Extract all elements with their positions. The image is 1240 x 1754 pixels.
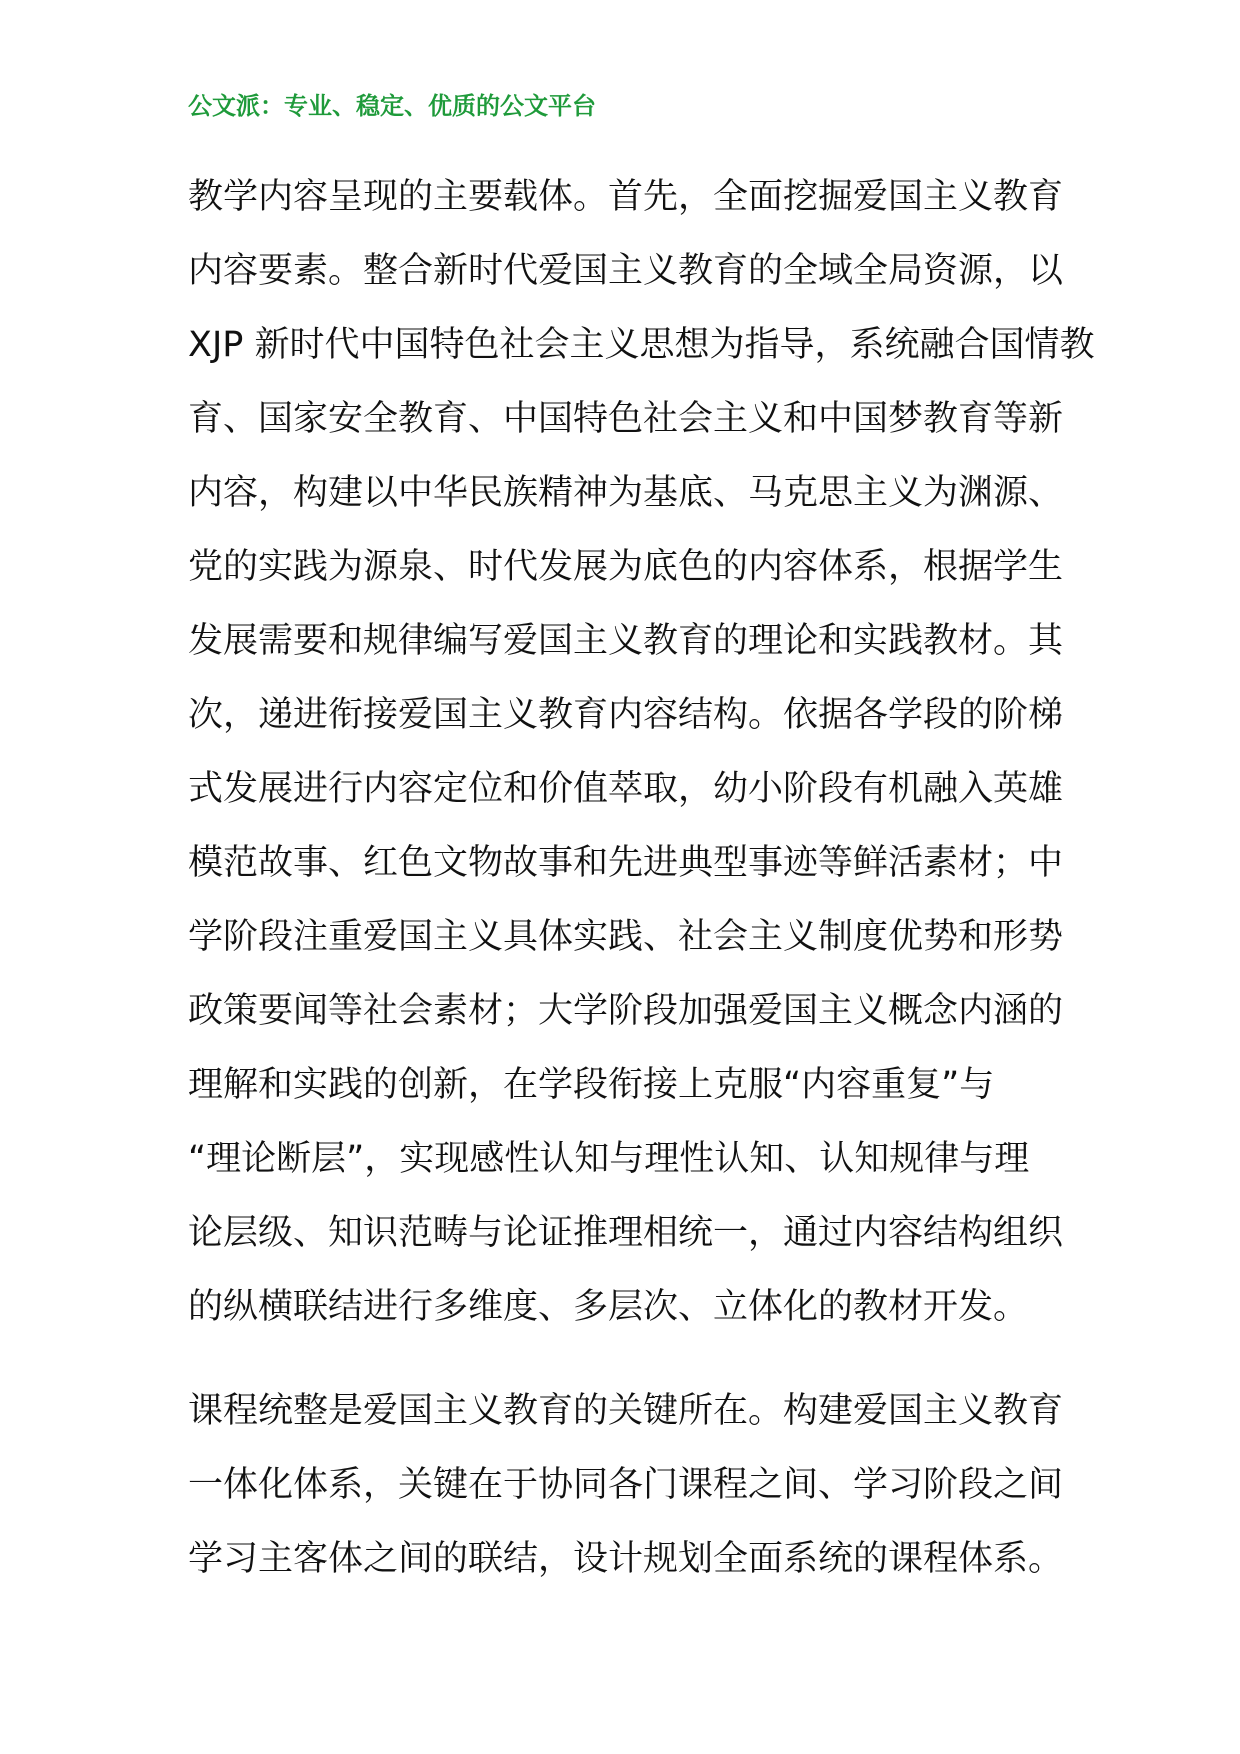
paragraph-2 bbox=[188, 1374, 1063, 1596]
text-line: 理解和实践的创新，在学段衔接上克服“内容重复”与 bbox=[188, 1065, 995, 1105]
text-line: 内容要素。整合新时代爱国主义教育的全域全局资源，以 bbox=[188, 251, 1064, 291]
text-line: XJP 新时代中国特色社会主义思想为指导，系统融合国情教 bbox=[188, 325, 1095, 365]
text-line: 课程统整是爱国主义教育的关键所在。构建爱国主义教育 bbox=[188, 1391, 1064, 1431]
text-line: 模范故事、红色文物故事和先进典型事迹等鲜活素材；中 bbox=[188, 843, 1064, 883]
text-line: “理论断层”，实现感性认知与理性认知、认知规律与理 bbox=[188, 1139, 1030, 1179]
text-line: 一体化体系，关键在于协同各门课程之间、学习阶段之间 bbox=[188, 1465, 1064, 1505]
text-line: 次，递进衔接爱国主义教育内容结构。依据各学段的阶梯 bbox=[188, 695, 1064, 735]
text-line: 教学内容呈现的主要载体。首先，全面挖掘爱国主义教育 bbox=[188, 177, 1064, 217]
text-line: 式发展进行内容定位和价值萃取，幼小阶段有机融入英雄 bbox=[188, 769, 1064, 809]
text-line: 内容，构建以中华民族精神为基底、马克思主义为渊源、 bbox=[188, 473, 1064, 513]
text-line: 党的实践为源泉、时代发展为底色的内容体系，根据学生 bbox=[188, 547, 1064, 587]
header-banner: 公文派：专业、稳定、优质的公文平台 bbox=[188, 91, 596, 120]
paragraph-1 bbox=[188, 160, 1095, 1344]
text-line: 学阶段注重爱国主义具体实践、社会主义制度优势和形势 bbox=[188, 917, 1064, 957]
text-line: 论层级、知识范畴与论证推理相统一，通过内容结构组织 bbox=[188, 1213, 1064, 1253]
text-line: 学习主客体之间的联结，设计规划全面系统的课程体系。 bbox=[188, 1539, 1064, 1579]
text-line: 育、国家安全教育、中国特色社会主义和中国梦教育等新 bbox=[188, 399, 1064, 439]
text-line: 政策要闻等社会素材；大学阶段加强爱国主义概念内涵的 bbox=[188, 991, 1064, 1031]
text-line: 的纵横联结进行多维度、多层次、立体化的教材开发。 bbox=[188, 1287, 1029, 1327]
text-line: 发展需要和规律编写爱国主义教育的理论和实践教材。其 bbox=[188, 621, 1064, 661]
